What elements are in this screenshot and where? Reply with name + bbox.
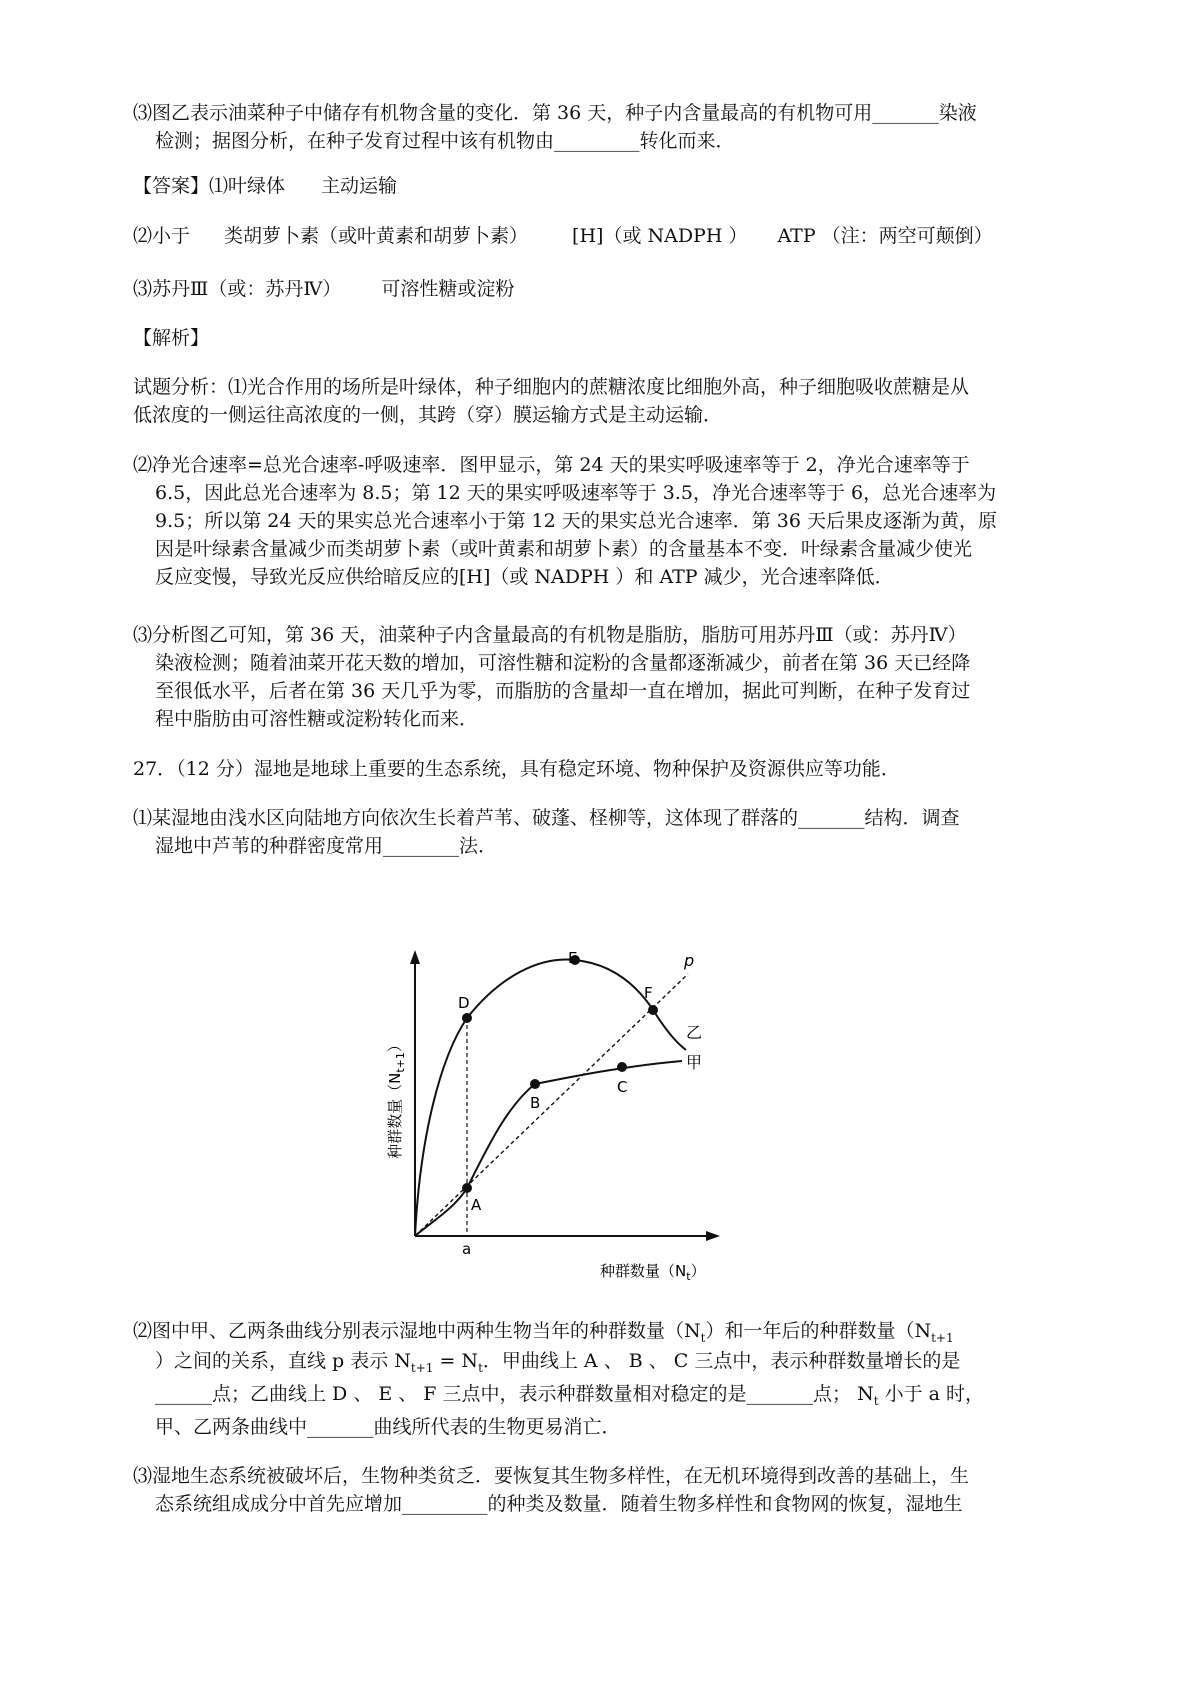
label-yi: 乙 (686, 1023, 703, 1042)
answer-2-part2: 类胡萝卜素（或叶黄素和胡萝卜素） (224, 225, 529, 247)
label-c: C (617, 1078, 628, 1096)
analysis-p2-line3: 9.5；所以第 24 天的果实总光合速率小于第 12 天的果实总光合速率．第 36 天后果皮逐渐为黄，原 (155, 510, 997, 532)
answer-line3 (133, 276, 1083, 302)
q27-2-line3-a: ______点；乙曲线上 D 、 E 、 F 三点中，表示种群数量相对稳定的是_______点； N (155, 1383, 874, 1405)
answer-1-part1: 叶绿体 (228, 175, 286, 197)
analysis-p3-line4: 程中脂肪由可溶性糖或淀粉转化而来． (155, 708, 479, 730)
analysis-p2-line2: 6.5，因此总光合速率为 8.5；第 12 天的果实呼吸速率等于 3.5，净光合速率等于 6，总光合速率为 (155, 482, 997, 504)
answer-3-part1: 苏丹Ⅲ（或：苏丹Ⅳ） (152, 278, 342, 300)
answer-label: 【答案】 (133, 175, 210, 197)
q27-2-line1 (133, 1318, 1083, 1351)
q27-2-line3-c: 小于 a 时， (878, 1383, 984, 1405)
analysis-p2-line1: ⑵净光合速率=总光合速率-呼吸速率．图甲显示，第 24 天的果实呼吸速率等于 2，净光合速率等于 (133, 454, 970, 476)
y-axis-label: 种群数量$(N_{t+1})$ (386, 1037, 407, 1159)
x-axis-label: 种群数量$(N_t)$ (600, 1262, 706, 1283)
answer-1-number: ⑴ (209, 175, 229, 197)
q26-3-line2: 检测；据图分析，在种子发育过程中该有机物由_________转化而来． (155, 130, 735, 152)
q27-3-line1: ⑶湿地生态系统被破坏后，生物种类贫乏．要恢复其生物多样性，在无机环境得到改善的基础上，生 (133, 1465, 970, 1487)
y-axis-arrow (410, 950, 420, 964)
analysis-p3-line3: 至很低水平，后者在第 36 天几乎为零，而脂肪的含量却一直在增加，据此可判断，在种子发育过 (155, 680, 971, 702)
answer-3-part2: 可溶性糖或淀粉 (381, 278, 515, 300)
label-jia: 甲 (686, 1053, 703, 1072)
q27-2-line1-sub2: t+1 (931, 1330, 954, 1345)
tick-a: a (462, 1240, 472, 1258)
q27-2-line2-c: = N (433, 1350, 479, 1372)
q27-2-line1-sub1: t (700, 1330, 706, 1345)
q27-stem: 27．（12 分）湿地是地球上重要的生态系统，具有稳定环境、物种保护及资源供应等功能． (133, 758, 900, 780)
q27-1-line1: ⑴某湿地由浅水区向陆地方向依次生长着芦苇、破蓬、柽柳等，这体现了群落的_______结构．调查 (133, 807, 960, 829)
point-d (462, 1013, 472, 1023)
q26-3-line1: ⑶图乙表示油菜种子中储存有机物含量的变化．第 36 天，种子内含量最高的有机物可用_______染液 (133, 102, 977, 124)
label-p: p (684, 951, 695, 970)
label-f: F (644, 984, 653, 1002)
q27-2-line2-sub1: t+1 (410, 1360, 434, 1375)
q27-2-line2-a: ）之间的关系，直线 p 表示 N (155, 1350, 411, 1372)
analysis-p2-line4: 因是叶绿素含量减少而类胡萝卜素（或叶黄素和胡萝卜素）的含量基本不变．叶绿素含量减少使光 (155, 538, 973, 560)
analysis-p1-line1: 试题分析：⑴光合作用的场所是叶绿体，种子细胞内的蔗糖浓度比细胞外高，种子细胞吸收蔗糖是从 (133, 376, 970, 398)
point-b (530, 1079, 540, 1089)
answer-2-part4: ATP （注：两空可颠倒） (777, 225, 993, 247)
answer-3-number: ⑶ (133, 278, 153, 300)
analysis-p3-line2: 染液检测；随着油菜开花天数的增加，可溶性糖和淀粉的含量都逐渐减少，前者在第 36 天已经降 (155, 652, 971, 674)
answer-1-part2: 主动运输 (321, 175, 398, 197)
analysis-p2-line5: 反应变慢，导致光反应供给暗反应的[H]（或 NADPH ）和 ATP 减少，光合速率降低． (155, 566, 894, 588)
answer-2-number: ⑵ (133, 225, 153, 247)
q27-2-line3-sub: t (873, 1393, 879, 1408)
analysis-p1-line2: 低浓度的一侧运往高浓度的一侧，其跨（穿）膜运输方式是主动运输． (133, 404, 723, 426)
point-f (648, 1005, 658, 1015)
answer-line1 (133, 173, 1083, 199)
label-a: A (471, 1196, 482, 1214)
q27-2-line1-c: ）和一年后的种群数量（N (705, 1320, 932, 1342)
line-p (415, 974, 688, 1236)
point-a (462, 1183, 472, 1193)
population-curve-figure (386, 948, 780, 1300)
q27-2-line2 (155, 1348, 1105, 1381)
label-b: B (530, 1094, 541, 1112)
point-c (617, 1062, 627, 1072)
x-axis-arrow (706, 1231, 720, 1241)
answer-line2 (133, 223, 1083, 249)
label-d: D (458, 994, 470, 1012)
q27-1-line2: 湿地中芦苇的种群密度常用________法． (155, 835, 498, 857)
q27-3-line2: 态系统组成成分中首先应增加_________的种类及数量．随着生物多样性和食物网的恢复，湿地生 (155, 1493, 963, 1515)
answer-2-part1: 小于 (152, 225, 191, 247)
q27-2-line3 (155, 1381, 1105, 1414)
analysis-p3-line1: ⑶分析图乙可知，第 36 天，油菜种子内含量最高的有机物是脂肪，脂肪可用苏丹Ⅲ（或：苏丹Ⅳ） (133, 624, 967, 646)
curve-jia (415, 1061, 682, 1236)
q27-2-line2-sub2: t (478, 1360, 483, 1375)
q27-2-line4: 甲、乙两条曲线中_______曲线所代表的生物更易消亡． (155, 1416, 621, 1438)
analysis-label: 【解析】 (133, 327, 210, 349)
answer-2-part3: [H]（或 NADPH ） (572, 225, 748, 247)
label-e: E (568, 949, 578, 968)
q27-2-line2-e: ．甲曲线上 A 、 B 、 C 三点中，表示种群数量增长的是 (482, 1350, 961, 1372)
q27-2-line1-a: ⑵图中甲、乙两条曲线分别表示湿地中两种生物当年的种群数量（N (133, 1320, 701, 1342)
